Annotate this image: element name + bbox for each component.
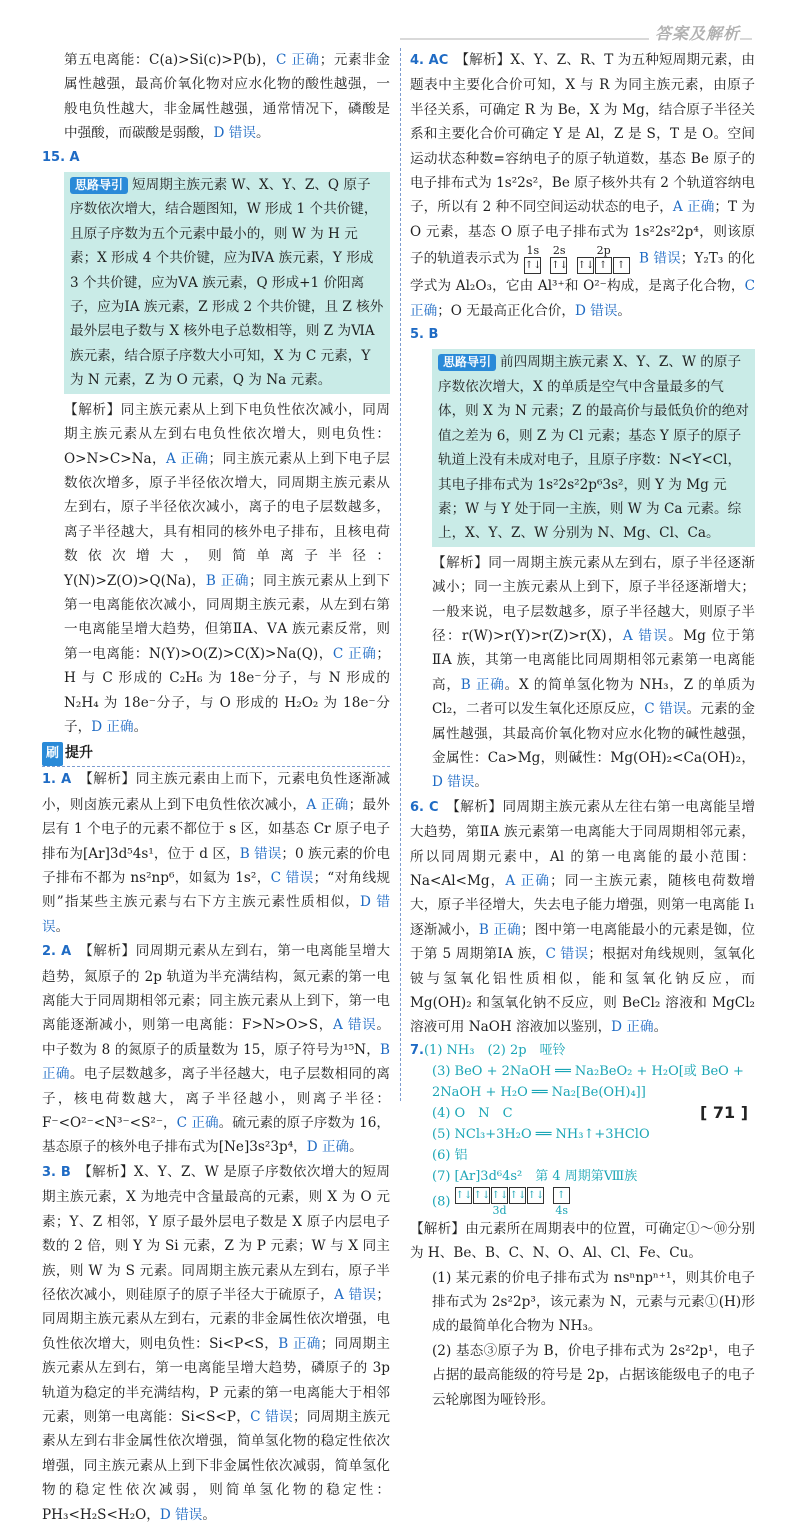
hint-tag: 思路导引 bbox=[438, 354, 496, 371]
analysis-paragraph: 【解析】由元素所在周期表中的位置，可确定①～⑩分别为 H、Be、B、C、N、O、Al、Cl、Fe、Cu。 bbox=[410, 1220, 755, 1262]
analysis-paragraph: 【解析】同一周期主族元素从左到右，原子半径逐渐减小；同一主族元素从上到下，原子半径逐渐增大；一般来说，电子层数越多，原子半径越大，则原子半径：r(W)>r(Y)>r(Z)>r(X)，A 错误。Mg 位于第ⅡA 族，其第一电离能比同周期相邻元素第一电离能高，B 正确。X 的简单氢化物为 NH₃，Z 的单质为 Cl₂，二者可以发生氧化还原反应，C 错误。元素的金属性越强，其最高价氧化物对应水化物的碱性越强，金属性：Ca>Mg，则碱性：Mg(OH)₂<Ca(OH)₂，D 错误。 bbox=[432, 554, 755, 791]
question-number: 15. A bbox=[42, 149, 80, 165]
continued-paragraph: 第五电离能：C(a)>Si(c)>P(b)，C 正确；元素非金属性越强，最高价氧化物对应水化物的酸性越强，一般电负性越大，非金属性越强，通常情况下，磷酸是中强酸，而碳酸是弱酸，D 错误。 bbox=[64, 52, 390, 142]
hint-tag: 思路导引 bbox=[70, 177, 128, 194]
hint-box bbox=[432, 349, 755, 546]
question-number: 5. B bbox=[410, 327, 439, 343]
orbital-2s: 2s ↑↓ bbox=[550, 244, 568, 274]
question-3: 3. B 【解析】X、Y、Z、W 是原子序数依次增大的短周期主族元素，X 为地壳中含量最高的元素，则 X 为 O 元素；Y、Z 相邻，Y 原子最外层电子数是 X 原子内层电子数的 2 倍，则 Y 为 Si 元素，Z 为 P 元素；W 与 X 同主族，则 W 为 S 元素。同周期主族元素从左到右，原子半径依次减小，则硅原子的原子半径大于硫原子，A 错误；同周期主族元素从左到右，元素的非金属性依次增强，电负性依次增大，则电负性：Si<P<S，B 正确；同周期主族元素从左到右，第一电离能呈增大趋势，磷原子的 3p 轨道为稳定的半充满结构，P 元素的第一电离能大于相邻元素，则第一电离能：Si<S<P，C 错误；同周期主族元素从左到右非金属性依次增强，简单氢化物的稳定性依次增强，同主族元素从上到下非金属性依次减弱，简单氢化物的稳定性依次减弱，则简单氢化物的稳定性：PH₃<H₂S<H₂O，D 错误。 bbox=[42, 1163, 391, 1523]
hint-box bbox=[64, 172, 390, 394]
answer-list: 7.(1) NH₃ (2) 2p 哑铃 (3) BeO + 2NaOH ══ Na₂BeO₂ + H₂O[或 BeO + 2NaOH + H₂O ══ Na₂[Be(OH)₄]] (4) O N C (5) NCl₃+3H₂O ══ NH₃↑+3HClO (6) 铝 (7) [Ar]3d⁶4s² 第 4 周期第Ⅷ族 (8) ↑↓↑↓↑↓↑↓↑↓ 3d ↑ 4s bbox=[410, 1042, 744, 1217]
analysis-paragraph: 【解析】同主族元素从上到下电负性依次减小，同周期主族元素从左到右电负性依次增大，则电负性：O>N>C>Na，A 正确；同主族元素从上到下电子层数依次增多，原子半径依次增大，同周期主族元素从左到右，原子半径依次减小，离子的电子层数越多，离子半径越大，具有相同的核外电子排布，且核电荷数依次增大，则简单离子半径：Y(N)>Z(O)>Q(Na)，B 正确；同主族元素从上到下第一电离能依次减小，同周期主族元素，从左到右第一电离能呈增大趋势，但第ⅡA、ⅤA 族元素反常，则第一电离能：N(Y)>O(Z)>C(X)>Na(Q)，C 正确；H 与 C 形成的 C₂H₆ 为 18e⁻分子，与 N 形成的 N₂H₄ 为 18e⁻分子，与 O 形成的 H₂O₂ 为 18e⁻分子，D 正确。 bbox=[64, 401, 391, 735]
page-number: [ 71 ] bbox=[699, 1102, 748, 1122]
question-5 bbox=[410, 323, 755, 795]
orbital-4s: ↑ 4s bbox=[553, 1187, 571, 1217]
question-6: 6. C 【解析】同周期主族元素从左往右第一电离能呈增大趋势，第ⅡA 族元素第一电离能大于同周期相邻元素，所以同周期元素中，Al 的第一电离能的最小范围：Na<Al<Mg，A 正确；同一主族元素，随核电荷数增大，原子半径增大，失去电子能力增强，则第一电离能 I₁ 逐渐减小，B 正确；图中第一电离能最小的元素是铷，位于第 5 周期第ⅠA 族，C 错误；根据对角线规则，氢氧化铍与氢氧化铝性质相似，能和氢氧化钠反应，而 Mg(OH)₂ 和氢氧化钠不反应，则 BeCl₂ 溶液和 MgCl₂ 溶液可用 NaOH 溶液加以鉴别，D 正确。 bbox=[410, 798, 756, 1036]
question-1: 1. A 【解析】同主族元素由上而下，元素电负性逐渐减小，则卤族元素从上到下电负性依次减小，A 正确；最外层有 1 个电子的元素不都位于 s 区，如基态 Cr 原子电子排布为[Ar]3d⁵4s¹，位于 d 区，B 错误；0 族元素的价电子排布不都为 ns²np⁶，如氦为 1s²，C 错误；“对角线规则”指某些主族元素与右下方主族元素性质相似，D 错误。 bbox=[42, 771, 391, 935]
analysis-paragraph: (1) 某元素的价电子排布式为 nsⁿnpⁿ⁺¹，则其价电子排布式为 2s²2p³，该元素为 N，元素与元素①(H)形成的最简单化合物为 NH₃。 bbox=[432, 1269, 755, 1335]
analysis-paragraph: (2) 基态③原子为 B，价电子排布式为 2s²2p¹，电子占据的最高能级的符号是 2p，占据该能级电子的电子云轮廓图为哑铃形。 bbox=[432, 1342, 755, 1408]
orbital-3d: ↑↓↑↓↑↓↑↓↑↓ 3d bbox=[455, 1187, 545, 1217]
question-15 bbox=[42, 146, 390, 740]
hint-text: 前四周期主族元素 X、Y、Z、W 的原子序数依次增大，X 的单质是空气中含量最多的气体，则 X 为 N 元素；Z 的最高价与最低负价的绝对值之差为 6，则 Z 为 Cl 元素；基态 Y 原子的原子轨道上没有未成对电子，且原子序数：N<Y<Cl，其电子排布式为 1s²2s²2p⁶3s²，则 Y 为 Mg 元素；W 与 Y 处于同一主族，则 W 为 Ca 元素。综上，X、Y、Z、W 分别为 N、Mg、Cl、Ca。 bbox=[438, 354, 749, 542]
header-title: 答案及解析 bbox=[649, 22, 740, 46]
section-heading bbox=[42, 741, 390, 767]
section-label: 提升 bbox=[65, 745, 94, 762]
question-2: 2. A 【解析】同周期元素从左到右，第一电离能呈增大趋势，氮原子的 2p 轨道为半充满结构，氮元素的第一电离能大于同周期相邻元素；同主族元素从上到下，第一电离能逐渐减小，则第一电离能：F>N>O>S，A 错误。中子数为 8 的氮原子的质量数为 15，原子符号为¹⁵N，B 正确。电子层数越多，离子半径越大，电子层数相同的离子，核电荷数越大，离子半径越小，则离子半径：F⁻<O²⁻<N³⁻<S²⁻，C 正确。硫元素的原子序数为 16，基态原子的核外电子排布式为[Ne]3s²3p⁴，D 正确。 bbox=[42, 943, 391, 1156]
hint-text: 短周期主族元素 W、X、Y、Z、Q 原子序数依次增大，结合题图知，W 形成 1 个共价键，且原子序数为五个元素中最小的，则 W 为 H 元素；X 形成 4 个共价键，应为ⅣA 族元素，Y 形成 3 个共价键，应为ⅤA 族元素，Q 形成+1 价阳离子，应为ⅠA 族元素，Z 形成 2 个共价键，且 Z 核外最外层电子数与 X 核外电子总数相等，则 Z 为ⅥA 族元素，结合原子序数大小可知，X 为 C 元素，Y 为 N 元素，Z 为 O 元素，Q 为 Na 元素。 bbox=[70, 177, 384, 389]
right-column bbox=[410, 48, 755, 1412]
section-badge: 刷 bbox=[42, 742, 63, 766]
question-7 bbox=[410, 1040, 755, 1412]
column-divider bbox=[400, 48, 401, 1101]
orbital-1s: 1s ↑↓ bbox=[524, 244, 542, 274]
left-column bbox=[42, 48, 390, 1527]
question-4: 4. AC 【解析】X、Y、Z、R、T 为五种短周期元素，由题表中主要化合价可知，X 与 R 为同主族元素，由原子半径关系，可确定 R 为 Be，X 为 Mg，结合原子半径关系和主要化合价可确定 Y 是 Al，Z 是 S，T 是 O。空间运动状态种数=容纳电子的原子轨道数，基态 Be 原子的电子排布式为 1s²2s²，Be 原子核外共有 2 个轨道容纳电子，所以有 2 种不同空间运动状态的电子，A 正确；T 为 O 元素，基态 O 原子电子排布式为 1s²2s²2p⁴，则该原子的轨道表示式为 1s ↑↓ 2s ↑↓ 2p ↑↓ ↑ ↑ B 错误；Y₂T₃ 的化学式为 Al₂O₃，它由 Al³⁺和 O²⁻构成，是离子化合物，C 正确；O 无最高正化合价，D 错误。 bbox=[410, 52, 755, 319]
orbital-2p: 2p ↑↓ ↑ ↑ bbox=[577, 244, 631, 274]
